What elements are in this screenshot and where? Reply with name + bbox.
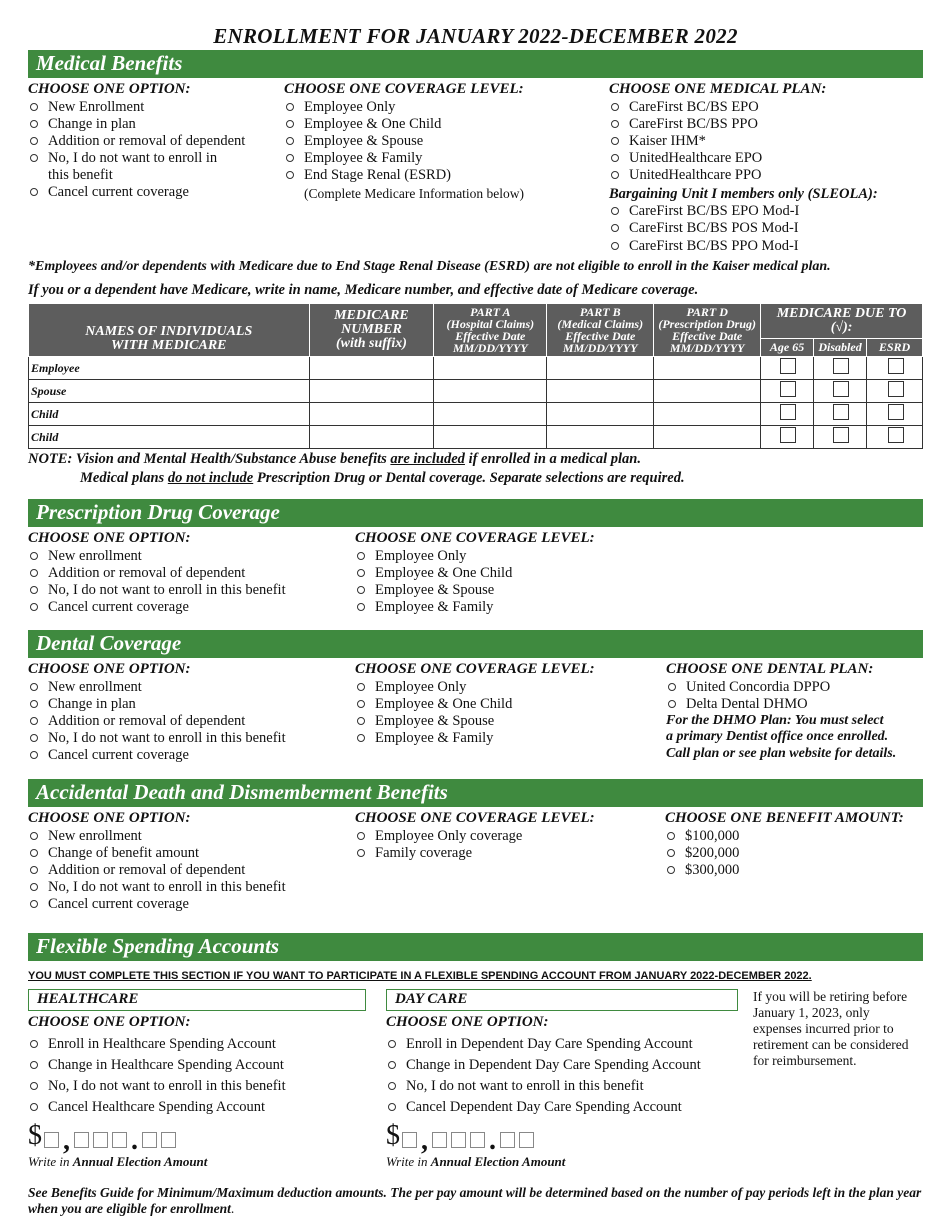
medical-plans-note: Medical plans do not include Prescription Drug or Dental coverage. Separate selections are required.	[80, 469, 685, 486]
medical-option-dependent[interactable]: Addition or removal of dependent	[28, 133, 284, 150]
medical-option-column	[28, 78, 284, 256]
add-columns	[28, 807, 923, 933]
radio-icon[interactable]	[388, 1082, 396, 1090]
rx-option-cancel[interactable]: Cancel current coverage	[28, 599, 355, 616]
vision-note: NOTE: Vision and Mental Health/Substance Abuse benefits are included if enrolled in a medical plan.	[28, 450, 641, 467]
prescription-band: Prescription Drug Coverage	[28, 499, 923, 527]
dental-coverage-emp[interactable]: Employee Only	[355, 679, 666, 696]
enrollment-form	[28, 24, 923, 1217]
radio-icon[interactable]	[611, 103, 619, 111]
healthcare-column	[28, 989, 386, 1185]
radio-icon[interactable]	[388, 1061, 396, 1069]
radio-icon[interactable]	[611, 242, 619, 250]
rx-option-dependent[interactable]: Addition or removal of dependent	[28, 565, 355, 582]
add-option-decline[interactable]: No, I do not want to enroll in this benefit	[28, 879, 355, 896]
dollar-sign: $	[386, 1119, 400, 1151]
medical-coverage-esrd[interactable]: End Stage Renal (ESRD)	[284, 167, 609, 184]
medical-coverage-child[interactable]: Employee & One Child	[284, 116, 609, 133]
esrd-checkbox[interactable]	[888, 358, 904, 374]
dental-option-decline[interactable]: No, I do not want to enroll in this benefit	[28, 730, 355, 747]
retire-note: If you will be retiring before January 1, 2023, only expenses incurred prior to retirement can be considered for reimbursement.	[753, 988, 909, 1068]
row-label: Child	[29, 402, 310, 425]
table-row	[29, 379, 923, 402]
radio-icon[interactable]	[611, 207, 619, 215]
add-amount-column	[665, 807, 923, 933]
disabled-checkbox[interactable]	[833, 381, 849, 397]
medicare-number-input[interactable]	[309, 402, 434, 425]
dental-columns	[28, 658, 923, 779]
medical-option-cancel[interactable]: Cancel current coverage	[28, 184, 284, 201]
add-amount-header: CHOOSE ONE BENEFIT AMOUNT:	[665, 809, 904, 826]
th-part-b: PART B (Medical Claims) Effective Date MM/DD/YYYY	[547, 303, 654, 356]
medical-option-change[interactable]: Change in plan	[28, 116, 284, 133]
th-disabled: Disabled	[814, 338, 867, 356]
add-option-change[interactable]: Change of benefit amount	[28, 845, 355, 862]
rx-coverage-emp[interactable]: Employee Only	[355, 548, 675, 565]
radio-icon[interactable]	[30, 1061, 38, 1069]
plan-uhc-ppo[interactable]: UnitedHealthcare PPO	[609, 167, 923, 184]
dental-option-column	[28, 658, 355, 779]
add-band: Accidental Death and Dismemberment Benefits	[28, 779, 923, 807]
hc-option-header: CHOOSE ONE OPTION:	[28, 1013, 191, 1030]
amount-100k[interactable]: $100,000	[665, 828, 923, 845]
digit-box[interactable]	[402, 1132, 417, 1148]
dental-band: Dental Coverage	[28, 630, 923, 658]
th-part-a: PART A (Hospital Claims) Effective Date MM/DD/YYYY	[434, 303, 547, 356]
plan-carefirst-epo[interactable]: CareFirst BC/BS EPO	[609, 99, 923, 116]
part-b-input[interactable]	[547, 356, 654, 379]
medical-plan-column	[609, 78, 923, 256]
medical-plan-header: CHOOSE ONE MEDICAL PLAN:	[609, 81, 827, 97]
rx-coverage-header: CHOOSE ONE COVERAGE LEVEL:	[355, 529, 595, 546]
radio-icon[interactable]	[30, 900, 38, 908]
medical-coverage-emp[interactable]: Employee Only	[284, 99, 609, 116]
rx-option-header: CHOOSE ONE OPTION:	[28, 529, 191, 546]
age65-checkbox[interactable]	[780, 358, 796, 374]
daycare-header: DAY CARE	[386, 989, 738, 1011]
radio-icon[interactable]	[611, 137, 619, 145]
part-d-input[interactable]	[654, 379, 761, 402]
add-option-cancel[interactable]: Cancel current coverage	[28, 896, 355, 913]
digit-box[interactable]	[93, 1132, 108, 1148]
medicare-table	[28, 303, 923, 449]
radio-icon[interactable]	[357, 832, 365, 840]
disabled-checkbox[interactable]	[833, 404, 849, 420]
radio-icon[interactable]	[30, 734, 38, 742]
fsa-footer: See Benefits Guide for Minimum/Maximum deduction amounts. The per pay amount will be determined based on the number of pay periods left in the plan year when you are eligible for enrollment.	[28, 1184, 922, 1216]
dental-coverage-family[interactable]: Employee & Family	[355, 730, 666, 747]
radio-icon[interactable]	[30, 832, 38, 840]
hc-option-cancel[interactable]: Cancel Healthcare Spending Account	[28, 1099, 386, 1116]
digit-box[interactable]	[500, 1132, 515, 1148]
rx-coverage-family[interactable]: Employee & Family	[355, 599, 675, 616]
dc-option-enroll[interactable]: Enroll in Dependent Day Care Spending Account	[386, 1036, 753, 1053]
radio-icon[interactable]	[30, 154, 38, 162]
radio-icon[interactable]	[611, 171, 619, 179]
dental-coverage-child[interactable]: Employee & One Child	[355, 696, 666, 713]
digit-box[interactable]	[432, 1132, 447, 1148]
radio-icon[interactable]	[30, 188, 38, 196]
th-medicare-due: MEDICARE DUE TO (√):	[761, 303, 923, 338]
medicare-number-input[interactable]	[309, 356, 434, 379]
dental-plan-column	[666, 658, 923, 779]
medical-coverage-spouse[interactable]: Employee & Spouse	[284, 133, 609, 150]
dental-coverage-header: CHOOSE ONE COVERAGE LEVEL:	[355, 660, 595, 677]
dental-option-change[interactable]: Change in plan	[28, 696, 355, 713]
add-option-new[interactable]: New enrollment	[28, 828, 355, 845]
healthcare-header: HEALTHCARE	[28, 989, 366, 1011]
part-d-input[interactable]	[654, 356, 761, 379]
amount-300k[interactable]: $300,000	[665, 862, 923, 879]
radio-icon[interactable]	[357, 734, 365, 742]
radio-icon[interactable]	[30, 552, 38, 560]
radio-icon[interactable]	[286, 171, 294, 179]
esrd-checkbox[interactable]	[888, 381, 904, 397]
dc-option-change[interactable]: Change in Dependent Day Care Spending Account	[386, 1057, 753, 1074]
page-title: ENROLLMENT FOR JANUARY 2022-DECEMBER 2022	[213, 24, 738, 48]
amount-200k[interactable]: $200,000	[665, 845, 923, 862]
medicare-number-input[interactable]	[309, 425, 434, 448]
disabled-checkbox[interactable]	[833, 358, 849, 374]
radio-icon[interactable]	[357, 569, 365, 577]
radio-icon[interactable]	[668, 683, 676, 691]
radio-icon[interactable]	[357, 552, 365, 560]
th-medicare-number: MEDICARE NUMBER (with suffix)	[309, 303, 434, 356]
dental-option-new[interactable]: New enrollment	[28, 679, 355, 696]
part-a-input[interactable]	[434, 379, 547, 402]
rx-columns	[28, 527, 923, 630]
table-row	[29, 425, 923, 448]
radio-icon[interactable]	[30, 103, 38, 111]
dollar-sign: $	[28, 1119, 42, 1151]
dental-option-header: CHOOSE ONE OPTION:	[28, 660, 191, 677]
rx-coverage-child[interactable]: Employee & One Child	[355, 565, 675, 582]
digit-box[interactable]	[142, 1132, 157, 1148]
part-b-input[interactable]	[547, 402, 654, 425]
digit-box[interactable]	[44, 1132, 59, 1148]
part-d-input[interactable]	[654, 402, 761, 425]
add-option-dependent[interactable]: Addition or removal of dependent	[28, 862, 355, 879]
radio-icon[interactable]	[30, 120, 38, 128]
plan-carefirst-pos-mod[interactable]: CareFirst BC/BS POS Mod-I	[609, 220, 923, 237]
radio-icon[interactable]	[30, 700, 38, 708]
rx-option-new[interactable]: New enrollment	[28, 548, 355, 565]
medical-coverage-family[interactable]: Employee & Family	[284, 150, 609, 167]
radio-icon[interactable]	[286, 103, 294, 111]
rx-option-decline[interactable]: No, I do not want to enroll in this benefit	[28, 582, 355, 599]
radio-icon[interactable]	[30, 569, 38, 577]
th-esrd: ESRD	[867, 338, 923, 356]
radio-icon[interactable]	[30, 603, 38, 611]
dental-option-cancel[interactable]: Cancel current coverage	[28, 747, 355, 764]
radio-icon[interactable]	[357, 700, 365, 708]
digit-box[interactable]	[519, 1132, 534, 1148]
plan-delta-dental[interactable]: Delta Dental DHMO	[666, 696, 923, 713]
bargaining-header: Bargaining Unit I members only (SLEOLA):	[609, 186, 878, 203]
dental-option-dependent[interactable]: Addition or removal of dependent	[28, 713, 355, 730]
dhmo-note: For the DHMO Plan: You must select a primary Dentist office once enrolled. Call plan or see plan website for details.	[666, 712, 897, 761]
medical-coverage-header: CHOOSE ONE COVERAGE LEVEL:	[284, 81, 524, 97]
digit-box[interactable]	[470, 1132, 485, 1148]
fsa-instruction: YOU MUST COMPLETE THIS SECTION IF YOU WANT TO PARTICIPATE IN A FLEXIBLE SPENDING ACCOUNT FROM JANUARY 2022-DECEMBER 2022.	[28, 969, 812, 982]
medicare-info-note: (Complete Medicare Information below)	[304, 186, 525, 202]
medical-option-header: CHOOSE ONE OPTION:	[28, 81, 191, 97]
add-option-column	[28, 807, 355, 933]
part-b-input[interactable]	[547, 379, 654, 402]
radio-icon[interactable]	[388, 1103, 396, 1111]
plan-carefirst-ppo[interactable]: CareFirst BC/BS PPO	[609, 116, 923, 133]
radio-icon[interactable]	[30, 683, 38, 691]
hc-option-enroll[interactable]: Enroll in Healthcare Spending Account	[28, 1036, 386, 1053]
medical-option-decline[interactable]: No, I do not want to enroll in this benefit	[28, 150, 284, 184]
th-part-d: PART D (Prescription Drug) Effective Date MM/DD/YYYY	[654, 303, 761, 356]
medicare-number-input[interactable]	[309, 379, 434, 402]
digit-box[interactable]	[74, 1132, 89, 1148]
esrd-note: *Employees and/or dependents with Medicare due to End Stage Renal Disease (ESRD) are not eligible to enroll in the Kaiser medical plan.	[28, 259, 831, 274]
table-row	[29, 356, 923, 379]
radio-icon[interactable]	[30, 1040, 38, 1048]
add-option-header: CHOOSE ONE OPTION:	[28, 809, 191, 826]
age65-checkbox[interactable]	[780, 427, 796, 443]
dental-coverage-column	[355, 658, 666, 779]
radio-icon[interactable]	[30, 717, 38, 725]
dental-plan-header: CHOOSE ONE DENTAL PLAN:	[666, 660, 874, 677]
radio-icon[interactable]	[611, 120, 619, 128]
daycare-column	[386, 989, 753, 1185]
part-a-input[interactable]	[434, 402, 547, 425]
radio-icon[interactable]	[286, 137, 294, 145]
radio-icon[interactable]	[30, 586, 38, 594]
rx-option-column	[28, 527, 355, 630]
plan-carefirst-epo-mod[interactable]: CareFirst BC/BS EPO Mod-I	[609, 203, 923, 220]
add-coverage-family[interactable]: Family coverage	[355, 845, 665, 862]
dc-option-cancel[interactable]: Cancel Dependent Day Care Spending Account	[386, 1099, 753, 1116]
plan-kaiser[interactable]: Kaiser IHM*	[609, 133, 923, 150]
hc-option-change[interactable]: Change in Healthcare Spending Account	[28, 1057, 386, 1074]
esrd-checkbox[interactable]	[888, 427, 904, 443]
dc-option-decline[interactable]: No, I do not want to enroll in this benefit	[386, 1078, 753, 1095]
rx-coverage-spouse[interactable]: Employee & Spouse	[355, 582, 675, 599]
plan-uhc-epo[interactable]: UnitedHealthcare EPO	[609, 150, 923, 167]
radio-icon[interactable]	[30, 751, 38, 759]
plan-carefirst-ppo-mod[interactable]: CareFirst BC/BS PPO Mod-I	[609, 238, 923, 255]
digit-box[interactable]	[112, 1132, 127, 1148]
dental-coverage-spouse[interactable]: Employee & Spouse	[355, 713, 666, 730]
add-coverage-emp[interactable]: Employee Only coverage	[355, 828, 665, 845]
age65-checkbox[interactable]	[780, 381, 796, 397]
dc-amount-input[interactable]: $ , .	[386, 1120, 753, 1152]
radio-icon[interactable]	[357, 683, 365, 691]
hc-amount-input[interactable]: $ , .	[28, 1120, 386, 1152]
radio-icon[interactable]	[286, 154, 294, 162]
hc-option-decline[interactable]: No, I do not want to enroll in this benefit	[28, 1078, 386, 1095]
radio-icon[interactable]	[611, 154, 619, 162]
medical-coverage-column	[284, 78, 609, 256]
rx-coverage-column	[355, 527, 675, 630]
radio-icon[interactable]	[30, 137, 38, 145]
digit-box[interactable]	[161, 1132, 176, 1148]
fsa-band: Flexible Spending Accounts	[28, 933, 923, 961]
medical-columns	[28, 78, 923, 256]
radio-icon[interactable]	[667, 832, 675, 840]
part-d-input[interactable]	[654, 425, 761, 448]
radio-icon[interactable]	[388, 1040, 396, 1048]
medical-option-new[interactable]: New Enrollment	[28, 99, 284, 116]
part-a-input[interactable]	[434, 356, 547, 379]
th-age65: Age 65	[761, 338, 814, 356]
radio-icon[interactable]	[667, 849, 675, 857]
esrd-checkbox[interactable]	[888, 404, 904, 420]
hc-write-in-label: Write in Annual Election Amount	[28, 1153, 208, 1169]
radio-icon[interactable]	[611, 224, 619, 232]
radio-icon[interactable]	[357, 586, 365, 594]
part-a-input[interactable]	[434, 425, 547, 448]
radio-icon[interactable]	[357, 603, 365, 611]
plan-united-concordia[interactable]: United Concordia DPPO	[666, 679, 923, 696]
radio-icon[interactable]	[30, 883, 38, 891]
row-label: Employee	[29, 356, 310, 379]
radio-icon[interactable]	[30, 866, 38, 874]
radio-icon[interactable]	[668, 700, 676, 708]
fsa-columns	[28, 989, 923, 1185]
radio-icon[interactable]	[667, 866, 675, 874]
dc-option-header: CHOOSE ONE OPTION:	[386, 1013, 549, 1030]
th-names: NAMES OF INDIVIDUALS WITH MEDICARE	[29, 303, 310, 356]
medical-benefits-band: Medical Benefits	[28, 50, 923, 78]
digit-box[interactable]	[451, 1132, 466, 1148]
dc-write-in-label: Write in Annual Election Amount	[386, 1153, 566, 1169]
disabled-checkbox[interactable]	[833, 427, 849, 443]
age65-checkbox[interactable]	[780, 404, 796, 420]
radio-icon[interactable]	[357, 717, 365, 725]
add-coverage-column	[355, 807, 665, 933]
radio-icon[interactable]	[30, 1103, 38, 1111]
radio-icon[interactable]	[357, 849, 365, 857]
radio-icon[interactable]	[286, 120, 294, 128]
radio-icon[interactable]	[30, 849, 38, 857]
row-label: Child	[29, 425, 310, 448]
radio-icon[interactable]	[30, 1082, 38, 1090]
row-label: Spouse	[29, 379, 310, 402]
medicare-note: If you or a dependent have Medicare, write in name, Medicare number, and effective date of Medicare coverage.	[28, 281, 699, 298]
part-b-input[interactable]	[547, 425, 654, 448]
add-coverage-header: CHOOSE ONE COVERAGE LEVEL:	[355, 809, 595, 826]
table-row	[29, 402, 923, 425]
